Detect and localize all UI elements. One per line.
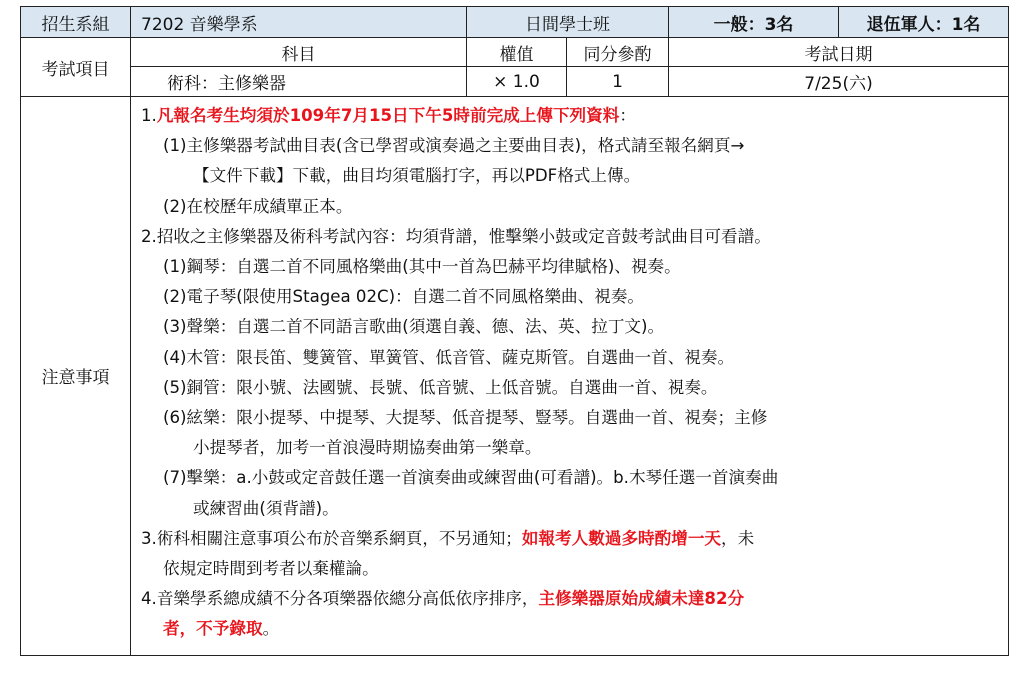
- note-line-3: 【文件下載】下載，曲目均須電腦打字，再以PDF格式上傳。: [193, 166, 641, 186]
- date-header: 考試日期: [669, 38, 1009, 67]
- header-row: [21, 7, 1009, 38]
- note-line-4: (2)在校歷年成績單正本。: [163, 196, 353, 216]
- exam-header-row: [21, 38, 1009, 67]
- note-line-1: [141, 101, 998, 131]
- group-label-cell: 招生系組: [21, 7, 131, 38]
- note-line-14: 或練習曲(須背譜)。: [193, 498, 339, 518]
- note-4-tail: 。: [262, 619, 280, 639]
- note-line-6: (1)鋼琴：自選二首不同風格樂曲(其中一首為巴赫平均律賦格)、視奏。: [163, 257, 681, 277]
- note-line-18: [141, 614, 998, 644]
- date-cell: 7/25(六): [669, 67, 1009, 97]
- subject-cell: 術科：主修樂器: [131, 67, 467, 97]
- note-line-13: (7)擊樂：a.小鼓或定音鼓任選一首演奏曲或練習曲(可看譜)。b.木琴任選一首演奏曲: [163, 468, 779, 488]
- note-line-10: (5)銅管：限小號、法國號、長號、低音號、上低音號。自選曲一首、視奏。: [163, 377, 718, 397]
- note-4-highlight-cont: 者，不予錄取: [163, 619, 263, 639]
- note-line-16: 依規定時間到考者以棄權論。: [163, 559, 379, 579]
- general-quota-cell: 一般：3名: [669, 7, 839, 38]
- note-1-deadline: 凡報名考生均須於109年7月15日下午5時前完成上傳下列資料: [156, 106, 620, 125]
- notes-label-cell: 注意事項: [21, 97, 131, 656]
- note-line-12: 小提琴者，加考一首浪漫時期協奏曲第一樂章。: [193, 438, 542, 458]
- weight-cell: × 1.0: [467, 67, 567, 97]
- note-line-2: (1)主修樂器考試曲目表(含已學習或演奏過之主要曲目表)，格式請至報名網頁→: [163, 136, 745, 156]
- tie-cell: 1: [567, 67, 669, 97]
- note-4-text: 4.音樂學系總成績不分各項樂器依總分高低依序排序，: [141, 589, 539, 609]
- subject-header: 科目: [131, 38, 467, 67]
- note-line-17: [141, 584, 998, 614]
- admission-table: [20, 6, 1009, 656]
- dept-cell: 7202 音樂學系: [131, 7, 467, 38]
- note-line-15: [141, 524, 998, 554]
- note-line-8: (3)聲樂：自選二首不同語言歌曲(須選自義、德、法、英、拉丁文)。: [163, 317, 665, 337]
- exam-row: [21, 67, 1009, 97]
- note-line-7: (2)電子琴(限使用Stagea 02C)：自選二首不同風格樂曲、視奏。: [163, 287, 645, 307]
- notes-row: [21, 97, 1009, 656]
- class-type-cell: 日間學士班: [467, 7, 669, 38]
- exam-label-cell: 考試項目: [21, 38, 131, 97]
- note-3-highlight: 如報考人數過多時酌增一天: [521, 528, 722, 548]
- note-3-tail: ，未: [721, 528, 755, 548]
- note-1-tail: ：: [619, 106, 636, 125]
- note-3-text: 3.術科相關注意事項公布於音樂系網頁，不另通知；: [141, 528, 522, 548]
- note-line-9: (4)木管：限長笛、雙簧管、單簧管、低音管、薩克斯管。自選曲一首、視奏。: [163, 347, 735, 367]
- weight-header: 權值: [467, 38, 567, 67]
- notes-cell: [131, 97, 1009, 656]
- veteran-quota-cell: 退伍軍人：1名: [839, 7, 1009, 38]
- note-line-5: 2.招收之主修樂器及術科考試內容：均須背譜，惟擊樂小鼓或定音鼓考試曲目可看譜。: [141, 226, 771, 246]
- note-line-11: (6)絃樂：限小提琴、中提琴、大提琴、低音提琴、豎琴。自選曲一首、視奏；主修: [163, 408, 768, 428]
- note-1-number: 1.: [141, 106, 157, 125]
- note-4-highlight: 主修樂器原始成績未達82分: [538, 589, 745, 609]
- tie-header: 同分參酌: [567, 38, 669, 67]
